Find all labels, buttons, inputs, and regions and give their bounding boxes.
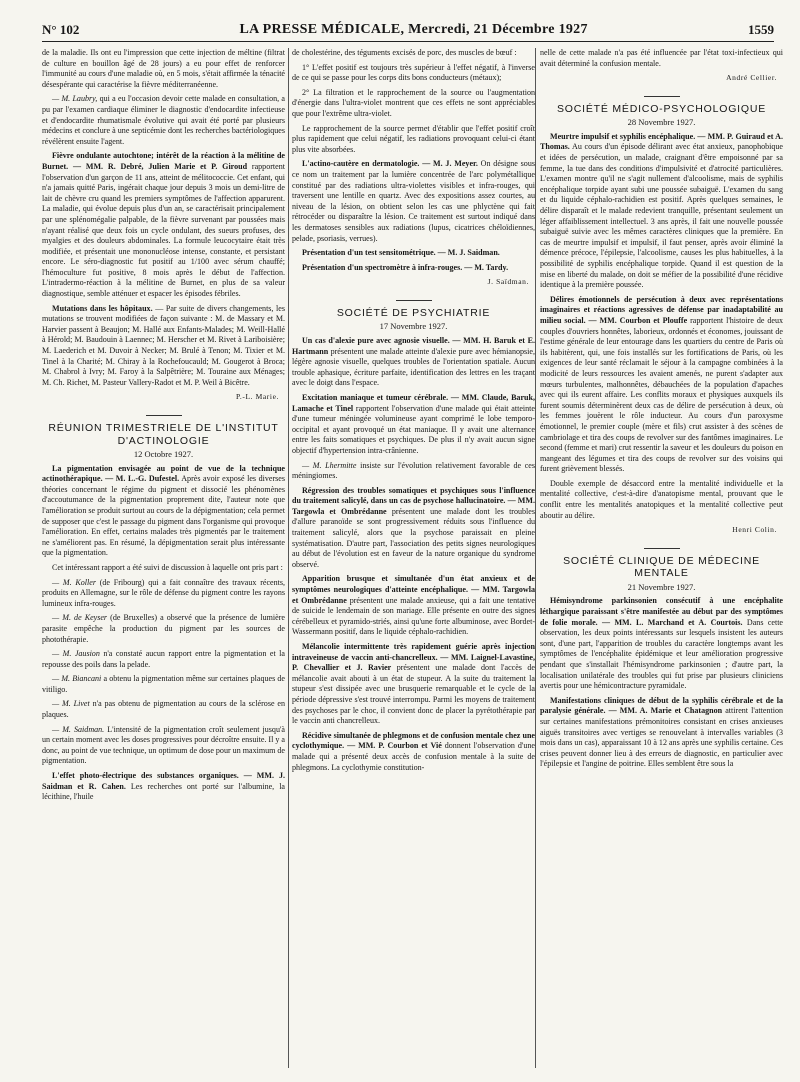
issue-number: N° 102 <box>42 22 80 37</box>
paragraph <box>42 674 285 695</box>
paragraph <box>292 393 535 457</box>
section-rule <box>644 96 680 97</box>
signature: P.-L. Marie. <box>235 392 279 402</box>
paragraph <box>42 304 285 389</box>
paragraph <box>292 461 535 482</box>
column-3 <box>540 48 783 1072</box>
paragraph <box>540 295 783 475</box>
author: — M. Jausion <box>52 649 100 659</box>
item-heading: Délires émotionnels de persécution à deux avec représentations imaginaires et réactions agressives de défense par inadaptabilité au milieu social. — MM. Courbon et Plouffe <box>540 294 783 325</box>
paragraph: 1° L'effet positif est toujours très supérieur à l'effet négatif, à l'inverse de ce qui se passe pour les corps dits bons conducteurs (métaux); <box>292 62 535 83</box>
paragraph <box>540 132 783 291</box>
section-header <box>540 548 783 593</box>
item-heading: L'actino-cautère en dermatologie. — M. J. Meyer. <box>302 159 478 169</box>
paragraph <box>292 336 535 389</box>
section-header <box>540 96 783 128</box>
paragraph-text: Après avoir exposé les diverses théories concernant le régime du pigment et dissocié les phénomènes d'accoutumance de la pigmentation proprement dite, l'auteur note que l'amélioration se produit surtout au cours de la dépigmentation; cela permet de supposer que c'est le passage du pigment dans l'organisme qui provoque l'amélioration. En effet, certains malades très pigmentés par le traitement ne s'améliorent pas. En résumé, la dépigmentation serait plus intéressante que la pigmentation. <box>42 474 285 558</box>
section-header <box>42 415 285 460</box>
paragraph: Le rapprochement de la source permet d'établir que l'effet positif croît plus rapidement que celui négatif, les radiations provoquant celui-ci étant plus vite absorbées. <box>292 123 535 154</box>
paragraph: Cet intéressant rapport a été suivi de discussion à laquelle ont pris part : <box>52 562 283 572</box>
paragraph-text: insiste sur l'évolution relativement favorable de ces méningiomes. <box>292 460 535 481</box>
paragraph <box>42 613 285 645</box>
paragraph-text: a obtenu la pigmentation même sur certaines plaques de vitiligo. <box>42 674 285 694</box>
item-heading: Apparition brusque et simultanée d'un état anxieux et de symptômes neurologiques d'atteinte encéphalique. — MM. Targowla et Ombrédanne <box>292 574 535 605</box>
section-date: 17 Novembre 1927. <box>379 321 448 332</box>
paragraph <box>42 725 285 767</box>
paragraph-text: attirent l'attention sur certaines manifestations prémonitoires consistant en crises anxieuses aiguës transitoires avec vertiges se renouvelant à intervalles variables (3 mois dans un cas), apparaissant 10 à 12 ans après une syphilis certaine. Ces crises peuvent donner lieu à des erreurs de diagnostic, en particulier avec l'épilepsie et l'angine de poitrine. Elles semblent être sous la <box>540 706 783 769</box>
column-2 <box>292 48 535 1072</box>
item-heading: Fièvre ondulante autochtone; intérêt de la réaction à la mélitine de Burnet. — MM. R. Debré, Julien Marie et P. Giroud <box>42 151 285 171</box>
paragraph-text: présentent une malade anxieuse, qui a fait une tentative de suicide le lendemain de son mariage. Elle présente en outre des signes cérébelleux et pyramido-striés, ainsi qu'une forte albuminose, avec Bordet-Wassermann positif, dans le liquide céphalo-rachidien. <box>292 595 535 637</box>
paragraph: nelle de cette malade n'a pas été influencée par l'état toxi-infectieux qui avait déterminé la confusion mentale. <box>540 48 783 68</box>
section-date: 12 Octobre 1927. <box>133 449 194 459</box>
column-divider <box>535 48 536 1068</box>
author: — M. de Keyser <box>52 613 108 623</box>
signature: Henri Colin. <box>732 525 777 535</box>
paragraph-text: Dans cette observation, les deux points intéressants sur lesquels insistent les auteurs sont, d'une part, l'apparition de troubles du caractère longtemps avant les symptômes de l'encéphalite épidémique et leur amélioration progressive pendant que s'installait l'hémisyndrome parkinsonien ; d'autre part, la localisation unilatérale des troubles qui fut prise par plusieurs cliniciens avertis pour une hémicontracture pyramidale. <box>540 617 783 691</box>
page-header <box>42 14 774 42</box>
signature: J. Saïdman. <box>487 277 529 287</box>
paragraph-text: On désigne sous ce nom un traitement par la lumière concentrée de l'arc polymétallique constitué par des radiations ultra-violettes visibles et infra-rouges, qui traversent une lentille en quartz. Avec des expositions assez courtes, au niveau de la lésion, on obtient selon les cas une phlyctène qui fait rétrocéder ou disparaître la lésion. Ce traitement est surtout indiqué dans les dermatoses sensibles aux radiations (lupus, cicatrices chéloïdiennes, pelade, psoriasis, verrues). <box>292 159 535 243</box>
author: — M. Saidman. <box>52 724 105 734</box>
author: — M. Laubry, <box>52 94 98 104</box>
paragraph <box>292 248 535 259</box>
column-1 <box>42 48 285 1072</box>
item-heading: Meurtre impulsif et syphilis encéphalique. — MM. P. Guiraud et A. Thomas. <box>540 131 783 152</box>
journal-title: LA PRESSE MÉDICALE, Mercredi, 21 Décembre 1927 <box>239 22 588 37</box>
item-heading: Hémisyndrome parkinsonien consécutif à une encéphalite léthargique paraissant s'être manifestée au début par des symptômes de folie morale. — MM. L. Marchand et A. Courtois. <box>540 596 783 627</box>
paragraph-text: L'intensité de la pigmentation croît seulement jusqu'à un certain moment avec les doses progressives pour décroître ensuite. Il y a donc, au point de vue technique, un optimum de dose pour un maximum de pigmentation. <box>42 724 285 766</box>
page-number: 1559 <box>747 22 774 37</box>
item-heading: Excitation maniaque et tumeur cérébrale. — MM. Claude, Baruk, Lamache et Tinel <box>292 392 535 413</box>
paragraph <box>292 263 535 274</box>
author: — M. Biancani <box>52 674 102 684</box>
item-heading: Régression des troubles somatiques et psychiques sous l'influence du traitement salicylé, dans un cas de psychose hallucinatoire. — MM. Targowla et Ombrédanne <box>292 485 535 516</box>
author: — M. Koller <box>52 577 96 587</box>
paragraph <box>292 574 535 638</box>
section-date: 21 Novembre 1927. <box>627 581 696 592</box>
paragraph: Double exemple de désaccord entre la mentalité individuelle et la mentalité collective, c'est-à-dire d'anatopisme mental, prouvant que le conflit entre les mentalités anatopiques et la mentalité collective peut aboutir au délire. <box>540 478 783 520</box>
paragraph <box>42 578 285 610</box>
paragraph <box>292 642 535 727</box>
item-heading: Un cas d'alexie pure avec agnosie visuelle. — MM. H. Baruk et E. Hartmann <box>292 335 535 356</box>
item-heading: Présentation d'un test sensitométrique. — M. J. Saidman. <box>302 248 500 258</box>
paragraph-text: présentent une malade dont l'accès de mélancolie avait abouti à un état de stupeur. A la suite du traitement la stupeur s'est dissipée avec une brusquerie remarquable et le cycle de la période dépressive s'est trouvé interrompu. Parmi les moyens de traitement des psychoses par le choc, il convient donc de placer la pyrétothérapie par le vaccin anti chancrelleux. <box>292 663 535 726</box>
paragraph: de cholestérine, des téguments excisés de porc, des muscles de bœuf : <box>292 48 517 57</box>
paragraph-text: n'a constaté aucun rapport entre la pigmentation et la repousse des poils dans la pelade. <box>42 649 285 669</box>
section-title: RÉUNION TRIMESTRIELE DE L'INSTITUT D'ACTINOLOGIE <box>48 422 279 447</box>
paragraph-text: qui a eu l'occasion devoir cette malade en consultation, a pu par l'examen cardiaque éliminer le diagnostic d'endocardite infectieuse et d'endocardite rhumatismale évolutive qui avait été porté par plusieurs médecins et conclure à une septicémie dont les recherches bactériologiques révélèrent ensuite l'agent. <box>42 94 285 146</box>
item-heading: Mélancolie intermittente très rapidement guérie après injection intraveineuse de vaccin anti-chancrelleux. — MM. Laignel-Lavastine, P. Chevallier et J. Ravier <box>292 642 535 673</box>
paragraph-text: rapportent l'observation d'un garçon de 11 ans, atteint de mélitococcie. Cet enfant, qui n'a jamais quitté Paris, ingérait chaque jour depuis 3 mois un demi-litre de lait de chèvre cru quand les premiers symptômes de l'affection apparurent. La maladie, qui évolue depuis plus d'un an, se caractérisait principalement par une splénomégalie palpable, de la fièvre survenant par poussées mais n'ayant réalisé que deux fois un cycle ondulant, des sueurs profuses, des myalgies et des douleurs abdominales. La formule leucocytaire était très modifiée, et présentait une mononucléose intense, constante, et persistant encore. Le séro-diagnostic fut positif au 1/100 avec sérum chauffé; l'hémoculture fut positive, 8 mois après le début de l'affection. L'intradermo-réaction à la mélitine de Burnet, en plus de sa valeur diagnostique, semble atténuer et espacer les épisodes fébriles. <box>42 161 285 299</box>
paragraph-text: présentent une malade dont les troubles d'allure paranoïde se sont progressivement réduits sous l'influence du traitement salicylé, alors que la psychose paraissait en pleine systématisation. D'autre part, l'association des petits signes neurologiques au début de l'évolution est en faveur de la nature organique du syndrome observé. <box>292 506 535 569</box>
paragraph <box>540 696 783 770</box>
item-heading: L'effet photo-électrique des substances organiques. — MM. J. Saidman et R. Cahen. <box>42 771 285 791</box>
paragraph-text: présentent une malade atteinte d'alexie pure avec hémianopsie, légère agnosie visuelle, quelques troubles de l'orientation spatiale. Aucun trouble aphasique, écriture parfaite, identification des lettres en les traçant avec le doigt dans l'espace. <box>292 346 535 388</box>
item-heading: Présentation d'un spectromètre à infra-rouges. — M. Tardy. <box>302 262 509 272</box>
paragraph <box>42 151 285 299</box>
paragraph-text: (de Bruxelles) a observé que la présence de lumière parasite empêche la production du pigment par les sources de photothérapie. <box>42 613 285 644</box>
paragraph-text: — Par suite de divers changements, les mutations se trouvent modifiées de façon suivante : M. de Massary et M. Harvier passent à Beaujon; M. Hallé aux Enfants-Malades; M. Weill-Hallé à Hérold; M. Baudouin à Laennec; M. Herscher et M. Rivet à Lariboisière; M. Laederich et M. Duvoir à Necker; M. Brulé à Tenon; M. Tixier et M. Tinel à la Charité; M. Chiray à la Rochefoucauld; M. Gougerot à Broca; M. Chabrol à Ivry; M. Faroy à la Salpêtrière; M. Touraine aux Ménages; M. Ch. Richet, M. Pasteur Vallery-Radot et M. P. Weil à Bicêtre. <box>42 303 285 387</box>
paragraph-text: n'a pas obtenu de pigmentation au cours de la sclérose en plaques. <box>42 699 285 720</box>
paragraph-text: donnent l'observation d'une malade qui a présenté deux accès de confusion mentale à la suite de phlegmons. La cyclothymie constitution- <box>292 741 535 772</box>
paragraph-text: rapportent l'histoire de deux couples d'ouvriers honnêtes, laborieux, ordonnés et économes, jouissant de l'estime générale de leur entourage dans les quartiers du centre de Paris où ils habitèrent, qui, une fois installés sur les fortifications de Paris, où les exigences de leur santé réclamait le séjour à la campagne combinées à la modicité de leurs ressources les avaient amenés, ne purent s'adapter aux mœurs turbulentes, malhonnêtes, débauchées de la population d'apaches avec qui ils eurent affaire. Les conflits moraux et physiques auxquels ils furent soumis déterminèrent deux cas de délire de persécution à deux, où les femmes jouèrent le rôle inducteur. Au cours d'un paroxysme émotionnel, le premier couple (mère et fils) crut assister à des scènes de cambriolage et tira des coups de revolver sur des fantômes imaginaires. Le second (femme et mari) crut ressentir la saveur et les douleurs du poison en mangeant des légumes et tira des coups de revolver sur des voisins qui furent grièvement blessés. <box>540 315 783 474</box>
item-heading: La pigmentation envisagée au point de vue de la technique actinothérapique. — M. L.-G. Dufestel. <box>42 463 285 484</box>
paragraph <box>42 464 285 559</box>
section-rule <box>644 548 680 549</box>
section-rule <box>146 415 182 416</box>
section-header <box>292 300 535 332</box>
section-title: SOCIÉTÉ MÉDICO-PSYCHOLOGIQUE <box>556 102 767 115</box>
paragraph: de la maladie. Ils ont eu l'impression que cette injection de méltine (filtrat de culture en bouillon âgé de 28 jours) a eu pour effet de renforcer l'immunité au cours d'une maladie où, en 5 mois, s'était affirmée la ténacité désespérante qui caractérise la fièvre méditerranéenne. <box>42 48 285 89</box>
paragraph <box>292 486 535 571</box>
paragraph <box>42 771 285 803</box>
item-heading: Manifestations cliniques de début de la syphilis cérébrale et de la paralysie générale. — MM. A. Marie et Chatagnon <box>540 695 783 716</box>
paragraph-text: Au cours d'un épisode délirant avec état anxieux, panophobique et idées de persécution, un malade, craignant d'être empoisonné par sa femme, la tue dans des conditions d'impulsivité et d'atrocité particulières. L'examen montre qu'il ne s'agit nullement d'alcoolisme, mais de syphilis encéphalique torpide ayant subi une poussée subaiguë. L'examen du sang et du liquide céphalo-rachidien est positif. Après quelques semaines, le délire disparaît et le malade redevient tranquille, présentant seulement un léger affaiblissement intellectuel. 3 ans après, il fait une nouvelle poussée subaiguë suivie avec les mêmes caractères cliniques que la première. En cas de meurtre impulsif et impulsif, il faut penser, après avoir éliminé la démence précoce, l'épilepsie, l'alcoolisme, causes les plus habituelles, à la possibilité de syphilis encéphalique torpide. Quand il est question de la mise en liberté du malade, on doit se méfier de la possibilité d'une récidive identique à la première poussée. <box>540 142 783 290</box>
paragraph <box>42 649 285 670</box>
section-title: SOCIÉTÉ CLINIQUE DE MÉDECINE MENTALE <box>563 554 760 580</box>
author: — M. Lhermitte <box>302 460 357 470</box>
section-title: SOCIÉTÉ DE PSYCHIATRIE <box>336 306 491 319</box>
paragraph <box>292 159 535 244</box>
paragraph-text: Les recherches ont porté sur l'albumine, la lécithine, l'huile <box>42 781 285 802</box>
paragraph-text: rapportent l'observation d'une malade qui était atteinte d'une tumeur méningée volumineuse ayant comprimé le lobe temporo-occipital et ayant provoqué un état maniaque. Il y avait une alternance entre les faits somatiques et psychiques. De plus il n'y avait aucun signe objectif d'hypertension intra-crânienne. <box>292 403 535 455</box>
item-heading: Récidive simultanée de phlegmons et de confusion mentale chez une cyclothymique. — MM. P. Courbon et Vié <box>292 730 535 751</box>
item-heading: Mutations dans les hôpitaux. <box>52 303 153 313</box>
section-rule <box>396 300 432 301</box>
author: — M. Livet <box>52 699 90 709</box>
column-divider <box>288 48 289 1068</box>
paragraph-text: (de Fribourg) qui a fait connaître des travaux récents, produits en Allemagne, sur le rôle de défense du pigment contre les rayons lumineux infra-rouges. <box>42 577 285 608</box>
paragraph <box>42 94 285 147</box>
paragraph <box>292 731 535 773</box>
paragraph <box>42 699 285 720</box>
paragraph <box>540 596 783 691</box>
section-date: 28 Novembre 1927. <box>627 117 696 128</box>
paragraph: 2° La filtration et le rapprochement de la source ou l'augmentation d'énergie dans l'ultra-violet montrent que ces effets ne sont appréciables que pour l'extrême ultra-violet. <box>292 87 535 118</box>
signature: André Cellier. <box>726 73 777 83</box>
